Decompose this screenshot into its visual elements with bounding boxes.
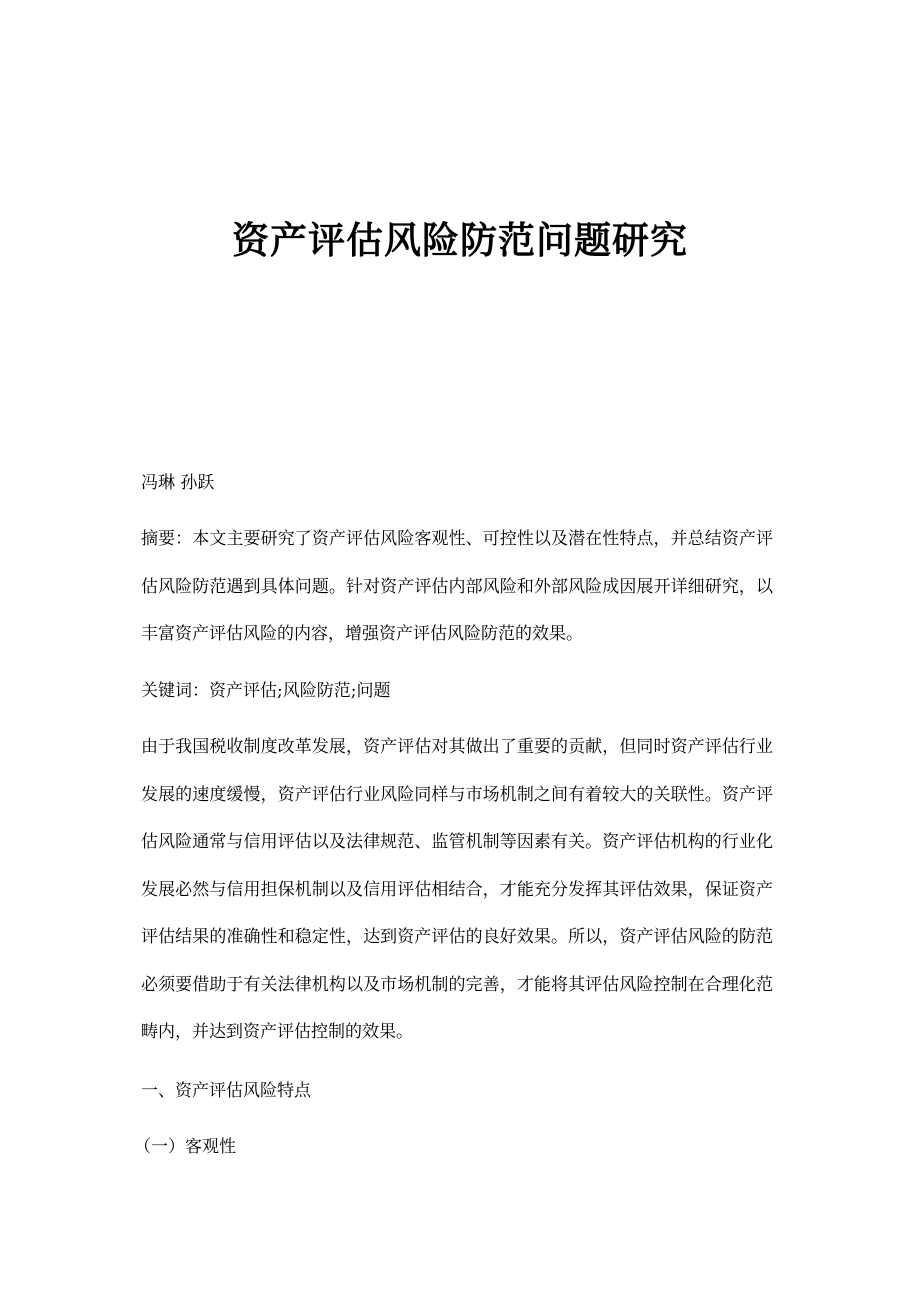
document-title: 资产评估风险防范问题研究	[232, 218, 688, 262]
abstract-paragraph: 摘要：本文主要研究了资产评估风险客观性、可控性以及潜在性特点，并总结资产评估风险防范遇到具体问题。针对资产评估内部风险和外部风险成因展开详细研究，以丰富资产评估风险的内容，增强资产评估风险防范的效果。	[141, 529, 773, 644]
keywords-line: 关键词：资产评估;风险防范;问题	[141, 681, 391, 701]
intro-paragraph: 由于我国税收制度改革发展，资产评估对其做出了重要的贡献，但同时资产评估行业发展的速度缓慢，资产评估行业风险同样与市场机制之间有着较大的关联性。资产评估风险通常与信用评估以及法律规范、监管机制等因素有关。资产评估机构的行业化发展必然与信用担保机制以及信用评估相结合，才能充分发挥其评估效果，保证资产评估结果的准确性和稳定性，达到资产评估的良好效果。所以，资产评估风险的防范必须要借助于有关法律机构以及市场机制的完善，才能将其评估风险控制在合理化范畴内，并达到资产评估控制的效果。	[141, 737, 773, 1042]
section-heading: 一、资产评估风险特点	[141, 1081, 311, 1101]
subsection-heading: （一）客观性	[134, 1137, 236, 1157]
authors-line: 冯琳 孙跃	[141, 473, 215, 493]
